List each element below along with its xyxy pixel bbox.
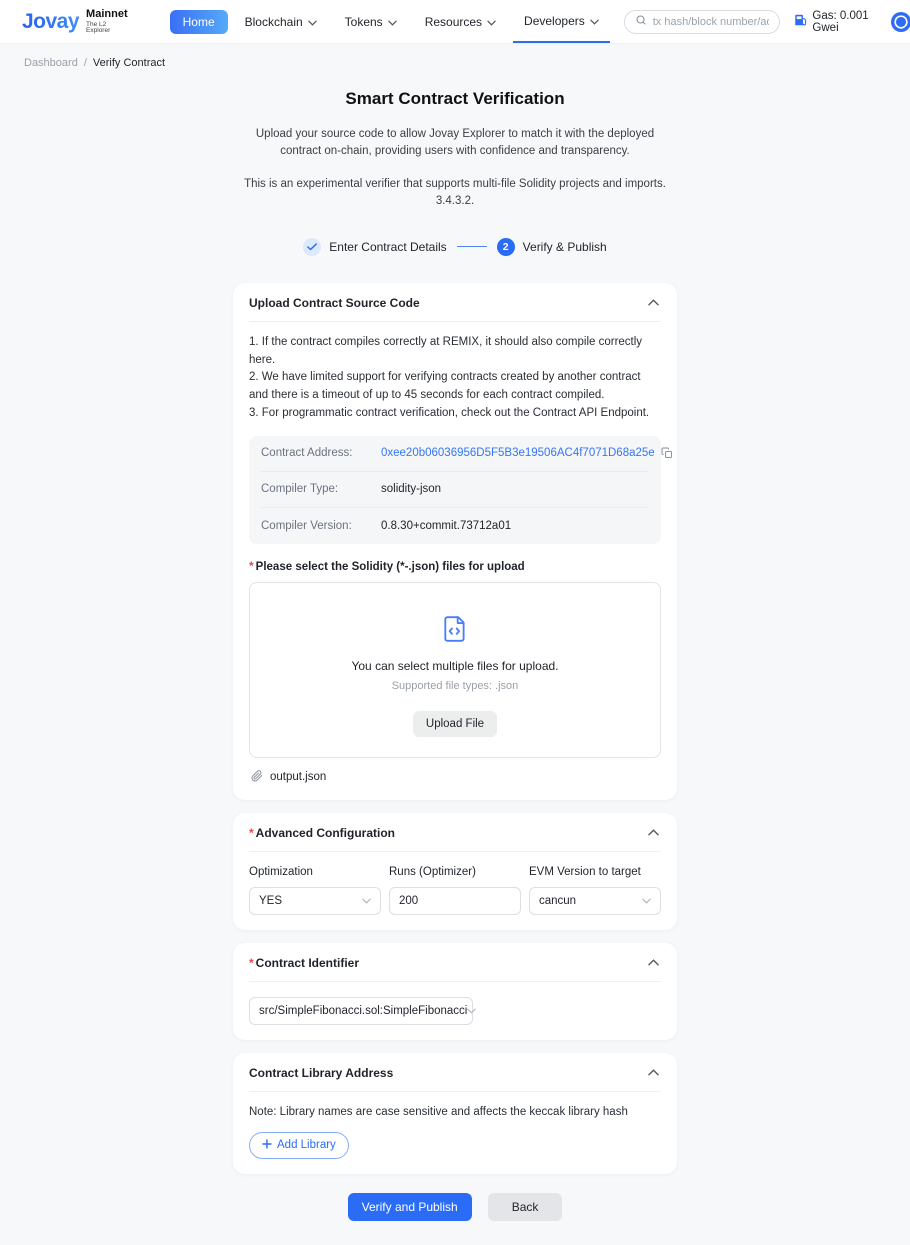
step1-check-icon [303,238,321,256]
dropzone-filetypes: Supported file types: .json [391,679,519,692]
gas-pump-icon [794,13,807,30]
instruction-line-3: 3. For programmatic contract verification, check out the Contract API Endpoint. [249,406,650,419]
runs-field [389,866,521,915]
chevron-down-icon [308,15,317,29]
compiler-type-label: Compiler Type: [261,483,339,496]
main-nav [170,0,610,43]
contract-identifier-select[interactable]: src/SimpleFibonacci.sol:SimpleFibonacci [249,997,473,1025]
upload-file-button[interactable]: Upload File [413,711,497,737]
breadcrumb-dashboard[interactable]: Dashboard [24,57,78,69]
step2-number: 2 [497,238,515,256]
breadcrumb-current: Verify Contract [92,57,166,69]
network-label: Mainnet The L2 Explorer [86,7,128,34]
contract-address-link[interactable]: 0xee20b06036956D5F5B3e19506AC4f7071D68a25e [381,447,655,460]
brand-wordmark: Jovay [22,9,80,33]
optimization-field [249,866,381,915]
search-input[interactable] [653,16,770,28]
chevron-down-icon [590,14,599,28]
jovay-logo[interactable] [22,0,128,43]
required-asterisk: * [249,558,254,573]
intro-text-2: This is an experimental verifier that supports multi-file Solidity projects and imports. 3.4.3.2. [244,178,666,208]
file-dropzone[interactable] [249,582,661,758]
collapse-chevron-up-icon[interactable] [646,957,661,968]
library-note: Note: Library names are case sensitive and affects the keccak library hash [249,1105,628,1118]
evm-version-label: EVM Version to target [529,865,641,878]
dropzone-hint: You can select multiple files for upload. [351,658,559,673]
back-button[interactable]: Back [488,1193,563,1221]
runs-label: Runs (Optimizer) [389,865,476,878]
stepper [233,238,677,256]
header [0,0,910,44]
identifier-card-header[interactable] [249,956,661,982]
chevron-down-icon [362,895,371,907]
advanced-config-card [233,813,677,930]
contract-info-table [249,436,661,544]
runs-input[interactable] [389,887,521,915]
evm-version-field [529,866,661,915]
table-row [261,508,649,544]
gas-tracker[interactable] [794,10,876,34]
required-asterisk: * [249,825,254,840]
upload-card-header[interactable] [249,296,661,322]
contract-address-label: Contract Address: [261,447,353,460]
library-address-card [233,1053,677,1174]
nav-home[interactable]: Home [170,10,228,34]
instruction-line-2: 2. We have limited support for verifying contracts created by another contract and there is a timeout of up to 45 seconds for each contract compiled. [249,371,641,402]
breadcrumb-separator: / [83,57,87,69]
paperclip-icon [251,770,263,785]
step1-label: Enter Contract Details [329,239,447,254]
collapse-chevron-up-icon[interactable] [646,827,661,838]
nav-resources[interactable]: Resources [414,0,507,43]
compiler-version-label: Compiler Version: [261,519,352,532]
collapse-chevron-up-icon[interactable] [646,297,661,308]
library-card-title: Contract Library Address [249,1065,394,1080]
gas-price-label: Gas: 0.001 Gwei [812,9,869,34]
advanced-card-header[interactable] [249,826,661,852]
compiler-type-value: solidity-json [381,483,442,496]
intro-text-1: Upload your source code to allow Jovay Explorer to match it with the deployed contract on-chain, providing users with confidence and transparency. [255,128,655,157]
verification-instructions [249,334,661,423]
step-verify-publish [497,238,607,256]
plus-icon [262,1139,272,1152]
table-row [261,436,655,472]
search-icon [635,14,647,29]
add-library-button[interactable]: Add Library [249,1132,349,1159]
compiler-version-value: 0.8.30+commit.73712a01 [381,519,512,532]
chevron-down-icon [642,895,651,907]
chain-logo-icon[interactable] [891,12,910,32]
breadcrumb [0,44,910,69]
stepper-connector [457,246,487,248]
chevron-down-icon [467,1005,476,1017]
upload-card-title: Upload Contract Source Code [249,295,420,310]
contract-identifier-card [233,943,677,1040]
footer-actions [233,1193,677,1245]
nav-blockchain[interactable]: Blockchain [234,0,328,43]
file-select-label: * Please select the Solidity (*-.json) files for upload [249,558,525,573]
chevron-down-icon [388,15,397,29]
file-code-icon [442,615,468,646]
upload-source-card [233,283,677,800]
step2-label: Verify & Publish [522,239,607,254]
global-search[interactable] [624,10,781,34]
page-title: Smart Contract Verification [345,89,565,108]
identifier-card-title: * Contract Identifier [249,955,360,970]
verify-and-publish-button[interactable]: Verify and Publish [348,1193,472,1221]
optimization-select[interactable]: YES [249,887,381,915]
required-asterisk: * [249,955,254,970]
nav-developers[interactable]: Developers [513,0,610,43]
collapse-chevron-up-icon[interactable] [646,1067,661,1078]
nav-tokens[interactable]: Tokens [334,0,408,43]
library-card-header[interactable] [249,1066,661,1092]
attached-file-row[interactable] [249,770,661,785]
attached-file-name: output.json [270,771,327,784]
optimization-label: Optimization [249,865,313,878]
evm-version-select[interactable]: cancun [529,887,661,915]
step-enter-contract-details [303,238,446,256]
instruction-line-1: 1. If the contract compiles correctly at REMIX, it should also compile correctly here. [249,335,643,366]
table-row [261,472,649,508]
chevron-down-icon [487,15,496,29]
advanced-card-title: * Advanced Configuration [249,825,396,840]
copy-icon[interactable] [661,447,673,459]
